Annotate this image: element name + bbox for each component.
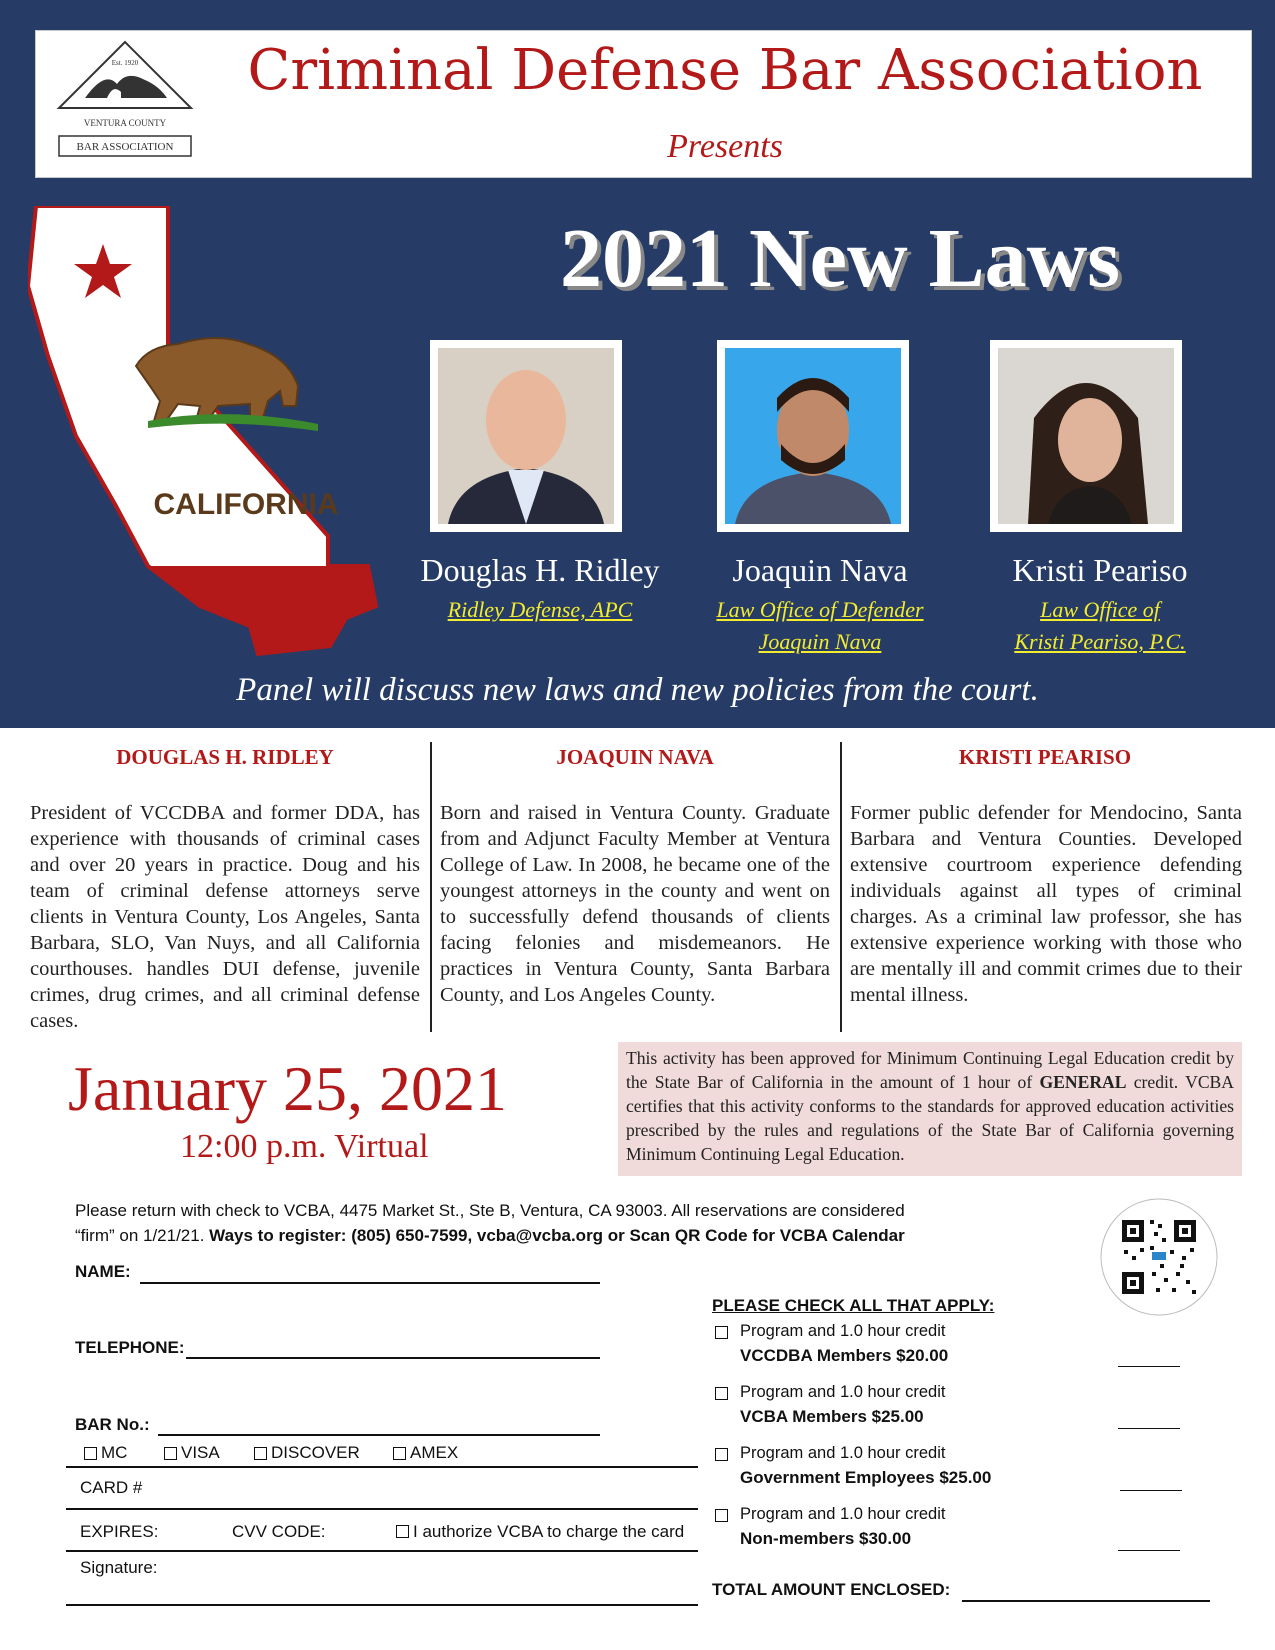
bio-heading-peariso: KRISTI PEARISO <box>958 745 1132 769</box>
amex-label: AMEX <box>410 1443 459 1462</box>
authorize-label: I authorize VCBA to charge the card <box>413 1522 685 1541</box>
speaker-firm-nava: Law Office of Defender Joaquin Nava <box>716 597 924 654</box>
logo-bottom-text: BAR ASSOCIATION <box>76 141 174 153</box>
return-instructions: Please return with check to VCBA, 4475 Market St., Ste B, Ventura, CA 93003. All reservations are considered “firm” on 1/21/21. Ways to register: (805) 650-7599, vcba@vcba.org or Scan QR Code for VCBA Calendar <box>75 1201 905 1245</box>
qr-code[interactable] <box>1100 1198 1218 1316</box>
column-divider <box>840 742 842 1032</box>
divider-line <box>66 1466 698 1468</box>
option-price-nonmembers: Non-members $30.00 <box>740 1529 912 1548</box>
speaker-photo-ridley <box>430 340 622 532</box>
mc-checkbox[interactable] <box>84 1447 97 1460</box>
org-title: Criminal Defense Bar Association <box>247 38 1203 103</box>
authorize-checkbox[interactable] <box>396 1525 409 1538</box>
event-date: January 25, 2021 <box>68 1053 508 1124</box>
option-description: Program and 1.0 hour credit <box>740 1322 946 1340</box>
california-flag-map <box>28 206 408 666</box>
expires-label: EXPIRES: <box>80 1522 159 1541</box>
option-checkbox-government[interactable] <box>715 1448 728 1461</box>
event-title: 2021 New Laws <box>560 212 1120 305</box>
presents-label: Presents <box>667 128 783 165</box>
bio-text-peariso: Former public defender for Mendocino, Santa Barbara and Ventura Counties. Developed extensive courtroom experience defending individuals against all types of criminal charges. As a criminal law professor, she has extensive experience working with those who are mentally ill and commit crimes due to their mental illness. <box>850 802 1242 1006</box>
amount-field[interactable] <box>1120 1490 1182 1491</box>
option-price-vcba: VCBA Members $25.00 <box>740 1407 924 1426</box>
speaker-name-peariso: Kristi Peariso <box>1012 552 1188 588</box>
speaker-name-nava: Joaquin Nava <box>732 552 908 588</box>
expires-field[interactable] <box>66 1550 698 1552</box>
bio-text-nava: Born and raised in Ventura County. Graduate from and Adjunct Faculty Member at Ventura College of Law. In 2008, he became one of the youngest attorneys in the county and went on to successfully defend thousands of clients facing felonies and misdemeanors. He practices in Ventura County, Santa Barbara County, and Los Angeles County. <box>440 802 830 1006</box>
speaker-firm-peariso: Law Office of Kristi Peariso, P.C. <box>1014 597 1186 654</box>
mcle-notice: This activity has been approved for Minimum Continuing Legal Education credit by the State Bar of California in the amount of 1 hour of GENERAL credit. VCBA certifies that this activity conforms to the standards for approved education activities prescribed by the rules and regulations of the State Bar of California governing Minimum Continuing Legal Education. <box>618 1042 1242 1176</box>
speaker-photo-peariso <box>990 340 1182 532</box>
telephone-field[interactable] <box>186 1357 600 1359</box>
options-heading: PLEASE CHECK ALL THAT APPLY: <box>712 1296 995 1315</box>
logo-est-text: Est. 1920 <box>111 59 139 67</box>
bio-text-ridley: President of VCCDBA and former DDA, has experience with thousands of criminal cases and over 20 years in practice. Doug and his team of criminal defense attorneys serve clients in Ventura County, Los Angeles, Santa Barbara, SLO, Van Nuys, and all California courthouses. handles DUI defense, juvenile crimes, drug crimes, and all criminal defense cases. <box>30 802 420 1032</box>
card-number-label: CARD # <box>80 1478 143 1497</box>
name-label: NAME: <box>75 1262 131 1281</box>
option-price-government: Government Employees $25.00 <box>740 1468 992 1487</box>
discover-checkbox[interactable] <box>254 1447 267 1460</box>
amex-checkbox[interactable] <box>393 1447 406 1460</box>
logo-top-text: VENTURA COUNTY <box>83 118 167 128</box>
option-checkbox-nonmembers[interactable] <box>715 1509 728 1522</box>
speaker-photo-nava <box>717 340 909 532</box>
option-checkbox-vcba[interactable] <box>715 1387 728 1400</box>
bar-number-field[interactable] <box>158 1434 600 1436</box>
option-description: Program and 1.0 hour credit <box>740 1505 946 1523</box>
total-label: TOTAL AMOUNT ENCLOSED: <box>712 1580 951 1599</box>
column-divider <box>430 742 432 1032</box>
signature-field[interactable] <box>66 1604 698 1606</box>
total-field[interactable] <box>962 1600 1210 1602</box>
visa-checkbox[interactable] <box>164 1447 177 1460</box>
bio-heading-ridley: DOUGLAS H. RIDLEY <box>116 745 334 769</box>
bar-number-label: BAR No.: <box>75 1415 150 1434</box>
map-label: CALIFORNIA <box>153 488 339 521</box>
option-checkbox-vccdba[interactable] <box>715 1326 728 1339</box>
mc-label: MC <box>101 1443 128 1462</box>
bar-association-logo <box>55 40 195 160</box>
speaker-name-ridley: Douglas H. Ridley <box>420 552 660 588</box>
telephone-label: TELEPHONE: <box>75 1338 185 1357</box>
option-description: Program and 1.0 hour credit <box>740 1383 946 1401</box>
bear-icon <box>136 338 298 421</box>
card-number-field[interactable] <box>66 1508 698 1510</box>
amount-field[interactable] <box>1118 1550 1180 1551</box>
panel-description: Panel will discuss new laws and new policies from the court. <box>236 672 1039 708</box>
discover-label: DISCOVER <box>271 1443 360 1462</box>
event-time: 12:00 p.m. Virtual <box>180 1128 429 1165</box>
name-field[interactable] <box>140 1282 600 1284</box>
option-price-vccdba: VCCDBA Members $20.00 <box>740 1346 949 1365</box>
amount-field[interactable] <box>1118 1428 1180 1429</box>
option-description: Program and 1.0 hour credit <box>740 1444 946 1462</box>
bio-heading-nava: JOAQUIN NAVA <box>556 745 714 769</box>
amount-field[interactable] <box>1118 1366 1180 1367</box>
speaker-firm-ridley: Ridley Defense, APC <box>447 597 633 622</box>
visa-label: VISA <box>181 1443 220 1462</box>
cvv-label: CVV CODE: <box>232 1522 326 1541</box>
signature-label: Signature: <box>80 1558 158 1577</box>
